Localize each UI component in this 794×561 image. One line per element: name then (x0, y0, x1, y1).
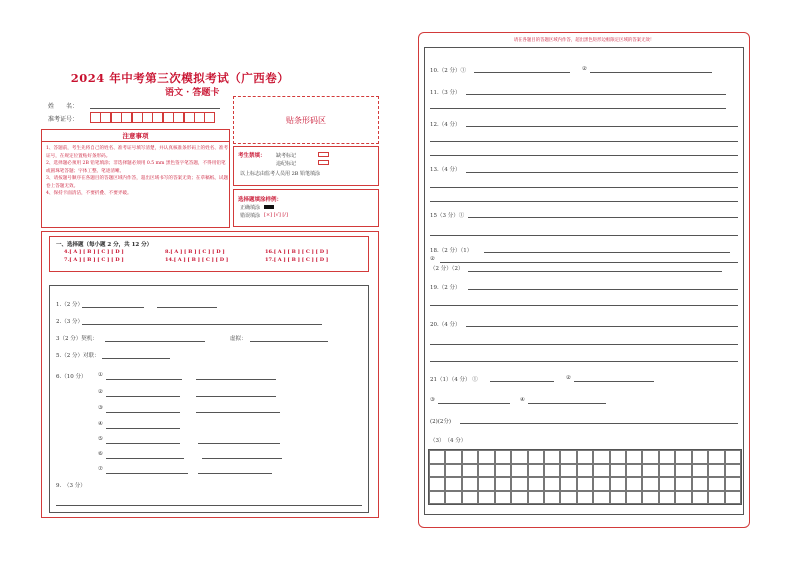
q20-answer-line[interactable] (466, 326, 738, 327)
q1-answer-line[interactable] (157, 307, 217, 308)
q19-answer-line[interactable] (430, 305, 738, 306)
q12-label: 12.（4 分） (430, 122, 461, 128)
q6-answer-line[interactable] (106, 458, 184, 459)
q3b-label: 虚拟： (230, 336, 247, 342)
mcq-17[interactable]: 17.[ A ] [ B ] [ C ] [ D ] (265, 257, 329, 263)
q6-answer-line[interactable] (106, 412, 180, 413)
q21e-label: (2)(2分) (430, 419, 452, 425)
q12-answer-line[interactable] (430, 141, 738, 142)
right-notice: 请在各题目的答题区域内作答，超出黑色矩形边框限定区域的答案无效！ (513, 38, 655, 43)
composition-grid[interactable] (428, 449, 742, 505)
mcq-14[interactable]: 14.[ A ] [ B ] [ C ] [ D ] (165, 257, 229, 263)
wrong-fill-label: 错误填涂 (240, 213, 261, 219)
mcq-4[interactable]: 4.[ A ] [ B ] [ C ] [ D ] (64, 249, 124, 255)
q21f-label: （3） （4 分） (430, 438, 467, 444)
q15-label: 15（3 分）① (430, 213, 465, 219)
mcq-title: 一、选择题（每小题 2 分，共 12 分） (56, 242, 153, 248)
page-title: 2024 年中考第三次模拟考试（广西卷） (70, 71, 290, 85)
q13-answer-line[interactable] (430, 201, 738, 202)
q21-label: 21（1）（4 分） ① (430, 377, 478, 383)
q5-answer-line[interactable] (102, 358, 170, 359)
q1-label: 1.（2 分） (56, 302, 83, 308)
q20-answer-line[interactable] (430, 361, 738, 362)
q15-answer-line[interactable] (430, 235, 738, 236)
notice-title: 注意事项 (42, 130, 229, 142)
notice-item: 1、答题前，考生先将自己的姓名、准考证号填写清楚，并认真核准条形码上的姓名、准考证号，在规定位置贴好条形码。 (46, 146, 229, 159)
absent-checkbox[interactable] (318, 152, 329, 157)
q21d-label: ④ (520, 397, 525, 403)
correct-fill-label: 正确填涂 (240, 205, 261, 211)
right-writing-box (424, 47, 744, 515)
mcq-section (49, 236, 369, 272)
q21b-label: ② (566, 375, 571, 381)
notice-item: 2、选择题必须用 2B 铅笔填涂；非选择题必须用 0.5 mm 黑色签字笔答题，不得用铅笔或圆珠笔答题；字体工整、笔迹清晰。 (46, 161, 226, 174)
q19-answer-line[interactable] (468, 289, 738, 290)
q11-label: 11.（3 分） (430, 90, 461, 96)
mcq-7[interactable]: 7.[ A ] [ B ] [ C ] [ D ] (64, 257, 124, 263)
q6-label: 6.（10 分） (56, 374, 87, 380)
fill-example-box (233, 189, 379, 227)
q6-answer-line[interactable] (106, 396, 180, 397)
q6-mark-1: ① (98, 372, 103, 378)
q10-answer-line[interactable] (474, 72, 570, 73)
name-field[interactable] (90, 108, 220, 109)
q20-label: 20.（4 分） (430, 322, 461, 328)
q10-label: 10.（2 分）① (430, 68, 466, 74)
q6-mark-7: ⑦ (98, 466, 103, 472)
q10b-label: ② (582, 66, 587, 72)
q15-answer-line[interactable] (468, 217, 738, 218)
q6-mark-2: ② (98, 389, 103, 395)
q6-answer-line[interactable] (198, 473, 272, 474)
exam-id-cells[interactable] (90, 112, 215, 123)
q21c-answer-line[interactable] (438, 403, 510, 404)
q6-mark-4: ④ (98, 421, 103, 427)
q21d-answer-line[interactable] (528, 403, 606, 404)
q13-answer-line[interactable] (466, 172, 738, 173)
q6-answer-line[interactable] (196, 379, 276, 380)
q1-answer-line[interactable] (82, 307, 144, 308)
q2-label: 2.（3 分） (56, 319, 83, 325)
fill-example-label: 选择题填涂样例： (238, 197, 283, 203)
violation-checkbox[interactable] (318, 160, 329, 165)
q6-answer-line[interactable] (106, 428, 180, 429)
q9-answer-line[interactable] (56, 505, 362, 506)
exam-status-box (233, 146, 379, 186)
q13-label: 13.（4 分） (430, 167, 461, 173)
absent-label: 缺考标记 (276, 153, 297, 159)
q15b-label: ② (430, 256, 435, 262)
notice-box (41, 129, 230, 228)
q9-label: 9. （3 分） (56, 483, 86, 489)
mcq-8[interactable]: 8.[ A ] [ B ] [ C ] [ D ] (165, 249, 225, 255)
q11-answer-line[interactable] (430, 108, 726, 109)
q13-answer-line[interactable] (430, 187, 738, 188)
q5-label: 5.（2 分）对联： (56, 353, 100, 359)
wrong-fill-marks: [×] [√] [/] (264, 212, 288, 218)
q6-answer-line[interactable] (196, 412, 280, 413)
q3-label: 3（2 分）契机： (56, 336, 98, 342)
id-label: 准考证号： (48, 116, 79, 123)
correct-fill-mark (264, 205, 274, 209)
q21-answer-line[interactable] (490, 381, 554, 382)
page-subtitle: 语文 · 答题卡 (165, 88, 220, 98)
q15b-answer-line[interactable] (440, 262, 738, 263)
notice-item: 3、请按题号顺序在各题目的答题区域内作答，超出区域书写的答案无效；在草稿纸、试题卷上答题无效。 (46, 176, 229, 189)
exam-status-label: 考生禁填： (238, 153, 266, 159)
q3-answer-line[interactable] (105, 341, 205, 342)
name-label: 姓 名： (48, 103, 79, 110)
q6-mark-5: ⑤ (98, 436, 103, 442)
q6-mark-6: ⑥ (98, 451, 103, 457)
barcode-label: 贴条形码区 (286, 115, 326, 125)
q19-label: 19.（2 分） (430, 285, 461, 291)
q6-answer-line[interactable] (106, 443, 180, 444)
q21e-answer-line[interactable] (460, 423, 738, 424)
q21b-answer-line[interactable] (574, 381, 654, 382)
q3b-answer-line[interactable] (250, 341, 328, 342)
q6-answer-line[interactable] (198, 443, 280, 444)
q11-answer-line[interactable] (466, 94, 726, 95)
q10b-answer-line[interactable] (590, 72, 712, 73)
q12-answer-line[interactable] (430, 155, 738, 156)
q18-label: 18.（2 分）（1） (430, 248, 473, 254)
status-note: 以上标志由监考人员用 2B 铅笔填涂 (240, 171, 321, 177)
notice-item: 4、保持卡面清洁，不要折叠、不要弄破。 (46, 191, 132, 196)
q6-answer-line[interactable] (106, 473, 188, 474)
q18b-answer-line[interactable] (468, 271, 722, 272)
q6-answer-line[interactable] (202, 458, 282, 459)
violation-label: 违纪标记 (276, 161, 297, 167)
barcode-area (233, 96, 379, 144)
left-writing-box (49, 285, 369, 513)
q6-answer-line[interactable] (196, 396, 276, 397)
q12-answer-line[interactable] (466, 126, 738, 127)
q6-answer-line[interactable] (106, 379, 182, 380)
q20-answer-line[interactable] (430, 344, 738, 345)
q6-mark-3: ③ (98, 405, 103, 411)
q2-answer-line[interactable] (82, 324, 322, 325)
q18-answer-line[interactable] (484, 252, 730, 253)
q21c-label: ③ (430, 397, 435, 403)
q18b-label: （2 分）（2） (430, 266, 464, 272)
mcq-16[interactable]: 16.[ A ] [ B ] [ C ] [ D ] (265, 249, 329, 255)
